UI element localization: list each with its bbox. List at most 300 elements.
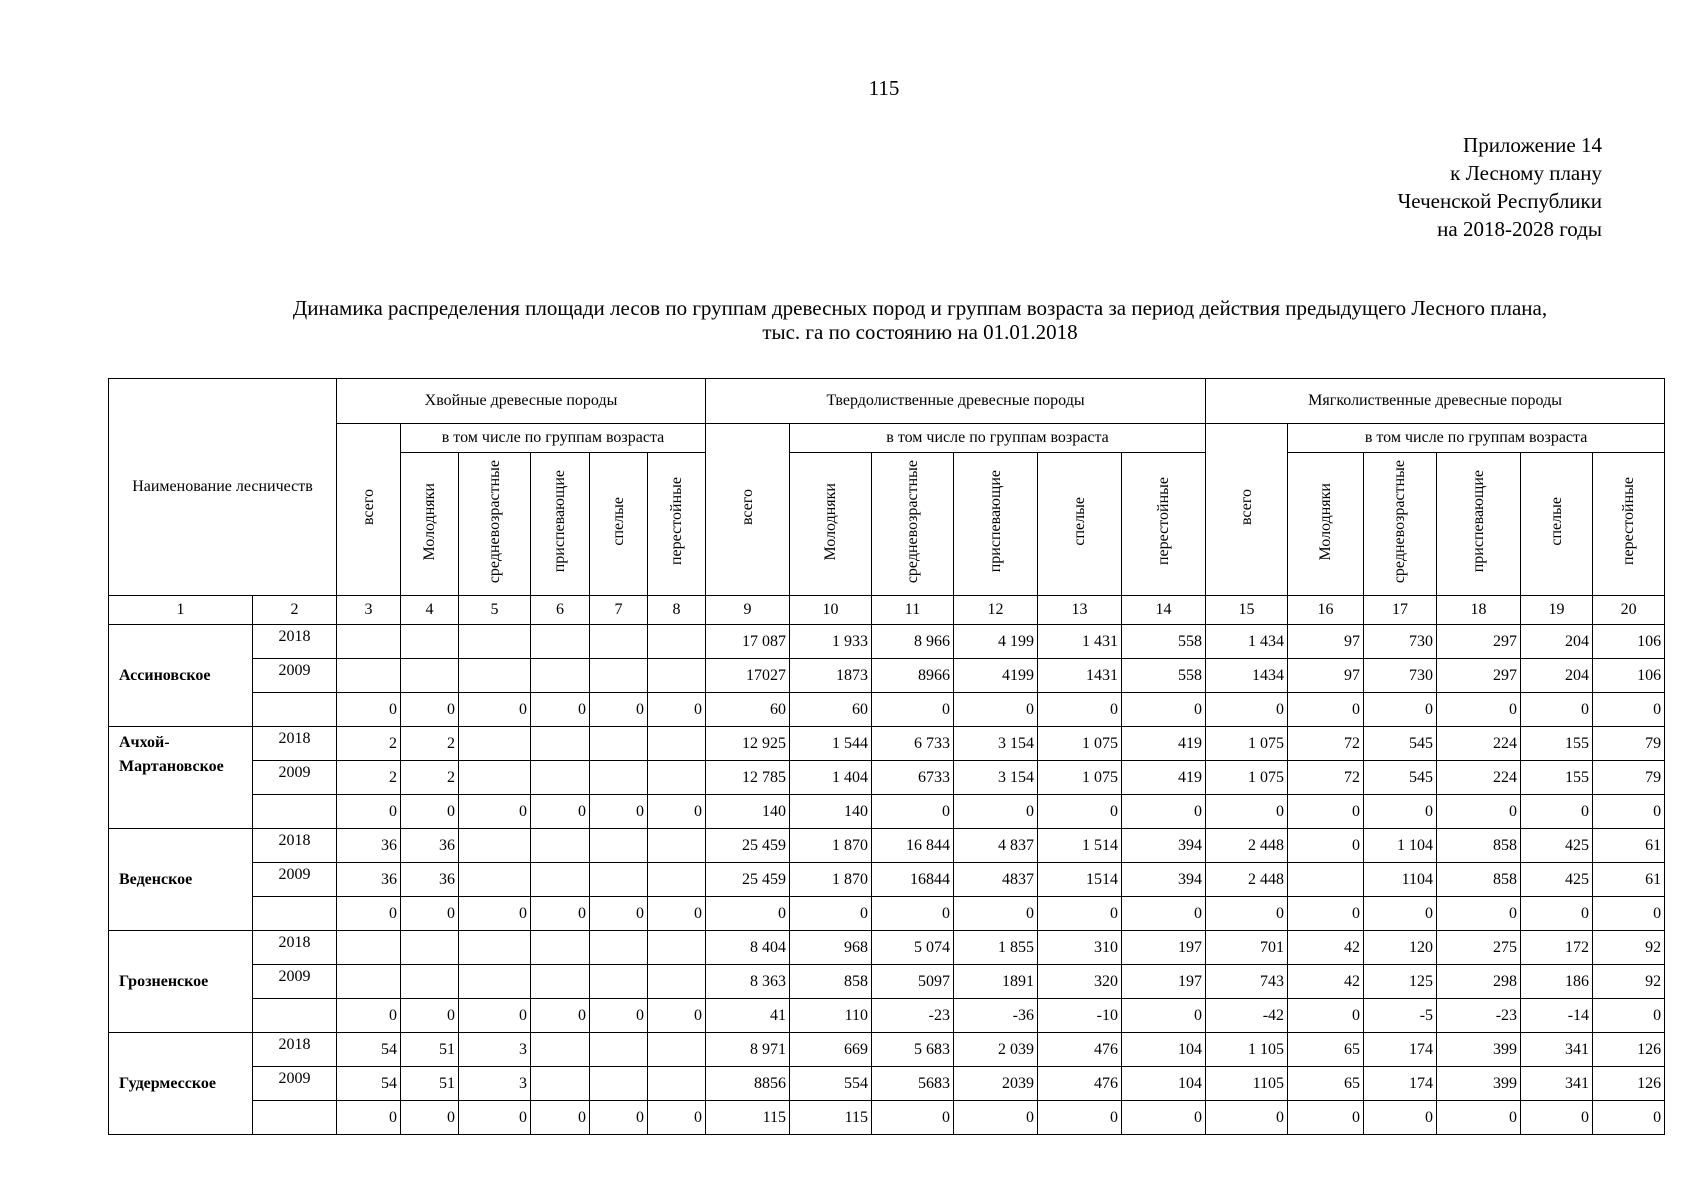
- value-cell: [459, 625, 531, 659]
- value-cell: 1 870: [790, 829, 872, 863]
- value-cell: [531, 761, 590, 795]
- value-cell: 104: [1122, 1067, 1206, 1101]
- value-cell: 0: [1206, 897, 1288, 931]
- age-group-label: перестойные: [1154, 477, 1172, 566]
- value-cell: 92: [1593, 931, 1665, 965]
- table-row: [109, 795, 1665, 829]
- table-row: [109, 1101, 1665, 1135]
- age-group-label: перестойные: [667, 477, 685, 566]
- value-cell: 554: [790, 1067, 872, 1101]
- value-cell: [459, 761, 531, 795]
- value-cell: 0: [1437, 693, 1521, 727]
- value-cell: 0: [1122, 999, 1206, 1033]
- year-cell: 2009: [253, 965, 337, 999]
- value-cell: [1288, 863, 1364, 897]
- value-cell: [459, 659, 531, 693]
- total-header: [706, 424, 790, 596]
- value-cell: 8 971: [706, 1033, 790, 1067]
- value-cell: 0: [531, 999, 590, 1033]
- value-cell: 104: [1122, 1033, 1206, 1067]
- value-cell: 394: [1122, 863, 1206, 897]
- value-cell: 0: [1288, 693, 1364, 727]
- value-cell: 0: [531, 795, 590, 829]
- value-cell: 172: [1521, 931, 1593, 965]
- table-row: [109, 1033, 1665, 1067]
- total-header: [1206, 424, 1288, 596]
- age-group-header: [1593, 453, 1665, 596]
- year-cell: 2009: [253, 1067, 337, 1101]
- age-group-label: средневозрастные: [485, 459, 503, 584]
- value-cell: [459, 863, 531, 897]
- value-cell: 106: [1593, 625, 1665, 659]
- value-cell: 476: [1038, 1033, 1122, 1067]
- age-group-label: спелые: [609, 497, 627, 546]
- value-cell: 743: [1206, 965, 1288, 999]
- value-cell: 0: [954, 795, 1038, 829]
- age-group-label: Молодняки: [1316, 482, 1334, 561]
- value-cell: 36: [401, 829, 459, 863]
- age-group-header: [1288, 453, 1364, 596]
- value-cell: 0: [590, 693, 648, 727]
- value-cell: 1514: [1038, 863, 1122, 897]
- table-row: [109, 829, 1665, 863]
- value-cell: 2: [401, 727, 459, 761]
- year-cell: [253, 693, 337, 727]
- age-group-header: [1038, 453, 1122, 596]
- value-cell: 115: [706, 1101, 790, 1135]
- value-cell: 204: [1521, 659, 1593, 693]
- table-row: [109, 863, 1665, 897]
- age-group-header: [872, 453, 954, 596]
- column-number: 11: [872, 596, 954, 625]
- value-cell: 0: [648, 795, 706, 829]
- value-cell: 125: [1364, 965, 1437, 999]
- value-cell: 8856: [706, 1067, 790, 1101]
- value-cell: 310: [1038, 931, 1122, 965]
- value-cell: 425: [1521, 863, 1593, 897]
- age-group-header: [1437, 453, 1521, 596]
- value-cell: 110: [790, 999, 872, 1033]
- value-cell: [401, 931, 459, 965]
- value-cell: 0: [954, 1101, 1038, 1135]
- value-cell: 0: [954, 693, 1038, 727]
- age-group-header: [459, 453, 531, 596]
- value-cell: 0: [1364, 897, 1437, 931]
- value-cell: 1891: [954, 965, 1038, 999]
- value-cell: 0: [648, 693, 706, 727]
- value-cell: 0: [531, 693, 590, 727]
- value-cell: 1 431: [1038, 625, 1122, 659]
- value-cell: 0: [1364, 795, 1437, 829]
- value-cell: 399: [1437, 1033, 1521, 1067]
- forest-distribution-table: [108, 378, 1665, 1135]
- age-group-label: спелые: [1070, 497, 1088, 546]
- value-cell: 0: [590, 795, 648, 829]
- value-cell: 2039: [954, 1067, 1038, 1101]
- value-cell: 1 404: [790, 761, 872, 795]
- year-cell: 2018: [253, 727, 337, 761]
- column-number: 2: [253, 596, 337, 625]
- value-cell: 0: [1038, 897, 1122, 931]
- year-cell: 2018: [253, 1033, 337, 1067]
- table-row: [109, 659, 1665, 693]
- value-cell: 115: [790, 1101, 872, 1135]
- age-group-header: [1521, 453, 1593, 596]
- table-row: [109, 931, 1665, 965]
- value-cell: [648, 727, 706, 761]
- value-cell: 0: [1364, 1101, 1437, 1135]
- value-cell: 36: [337, 829, 401, 863]
- header-row-groups: [109, 379, 1665, 424]
- title-line: Динамика распределения площади лесов по группам древесных пород и группам возраста за период действия предыдущего Лесного плана,: [292, 296, 1548, 320]
- value-cell: 419: [1122, 727, 1206, 761]
- value-cell: 0: [1206, 795, 1288, 829]
- value-cell: 0: [1521, 795, 1593, 829]
- value-cell: 1434: [1206, 659, 1288, 693]
- appendix-note: [1398, 131, 1602, 243]
- value-cell: 3 154: [954, 761, 1038, 795]
- age-group-header: [648, 453, 706, 596]
- value-cell: 0: [1593, 693, 1665, 727]
- value-cell: 0: [1593, 1101, 1665, 1135]
- value-cell: 51: [401, 1033, 459, 1067]
- value-cell: 4 837: [954, 829, 1038, 863]
- age-group-label: приспевающие: [1469, 470, 1487, 573]
- column-number: 10: [790, 596, 872, 625]
- appendix-line: к Лесному плану: [1450, 161, 1602, 185]
- value-cell: 730: [1364, 625, 1437, 659]
- value-cell: 4199: [954, 659, 1038, 693]
- table-row: [109, 897, 1665, 931]
- value-cell: 298: [1437, 965, 1521, 999]
- table-row: [109, 761, 1665, 795]
- value-cell: 1873: [790, 659, 872, 693]
- value-cell: 0: [1288, 1101, 1364, 1135]
- value-cell: 4837: [954, 863, 1038, 897]
- page-number: 115: [868, 76, 900, 100]
- value-cell: [648, 761, 706, 795]
- value-cell: -14: [1521, 999, 1593, 1033]
- value-cell: [648, 863, 706, 897]
- value-cell: 297: [1437, 625, 1521, 659]
- value-cell: [590, 1067, 648, 1101]
- value-cell: [531, 965, 590, 999]
- value-cell: 186: [1521, 965, 1593, 999]
- value-cell: -5: [1364, 999, 1437, 1033]
- column-number: 15: [1206, 596, 1288, 625]
- value-cell: [401, 965, 459, 999]
- year-cell: [253, 897, 337, 931]
- column-number: 8: [648, 596, 706, 625]
- value-cell: 54: [337, 1033, 401, 1067]
- document-title: [150, 296, 1690, 344]
- column-number: 17: [1364, 596, 1437, 625]
- value-cell: 0: [1288, 897, 1364, 931]
- column-number: 19: [1521, 596, 1593, 625]
- value-cell: -42: [1206, 999, 1288, 1033]
- value-cell: 1 870: [790, 863, 872, 897]
- age-group-label: средневозрастные: [1391, 459, 1409, 584]
- column-number: 13: [1038, 596, 1122, 625]
- column-number: 9: [706, 596, 790, 625]
- value-cell: [648, 965, 706, 999]
- age-group-label: приспевающие: [551, 470, 568, 573]
- value-cell: -10: [1038, 999, 1122, 1033]
- value-cell: 275: [1437, 931, 1521, 965]
- value-cell: 0: [1364, 693, 1437, 727]
- value-cell: 72: [1288, 727, 1364, 761]
- value-cell: [337, 965, 401, 999]
- age-group-header: [1364, 453, 1437, 596]
- value-cell: 16844: [872, 863, 954, 897]
- value-cell: 0: [1038, 693, 1122, 727]
- value-cell: 0: [1437, 1101, 1521, 1135]
- value-cell: 968: [790, 931, 872, 965]
- value-cell: 1 075: [1206, 727, 1288, 761]
- value-cell: 204: [1521, 625, 1593, 659]
- value-cell: 126: [1593, 1033, 1665, 1067]
- column-number: 18: [1437, 596, 1521, 625]
- value-cell: 545: [1364, 727, 1437, 761]
- value-cell: [648, 625, 706, 659]
- value-cell: 1104: [1364, 863, 1437, 897]
- table-row: [109, 693, 1665, 727]
- value-cell: 155: [1521, 761, 1593, 795]
- value-cell: 0: [1122, 795, 1206, 829]
- value-cell: 0: [590, 999, 648, 1033]
- value-cell: 174: [1364, 1033, 1437, 1067]
- value-cell: 1 855: [954, 931, 1038, 965]
- column-number: 12: [954, 596, 1038, 625]
- value-cell: 224: [1437, 761, 1521, 795]
- age-group-header: [790, 453, 872, 596]
- value-cell: 0: [1521, 693, 1593, 727]
- value-cell: 126: [1593, 1067, 1665, 1101]
- value-cell: [459, 965, 531, 999]
- value-cell: [459, 931, 531, 965]
- value-cell: 17 087: [706, 625, 790, 659]
- value-cell: 8966: [872, 659, 954, 693]
- column-number: 7: [590, 596, 648, 625]
- value-cell: 320: [1038, 965, 1122, 999]
- district-name-header: Наименование лесничеств: [109, 379, 337, 596]
- value-cell: [531, 1067, 590, 1101]
- appendix-line: на 2018-2028 годы: [1437, 217, 1602, 241]
- value-cell: [531, 727, 590, 761]
- value-cell: 97: [1288, 659, 1364, 693]
- value-cell: 6733: [872, 761, 954, 795]
- value-cell: 558: [1122, 659, 1206, 693]
- value-cell: 0: [954, 897, 1038, 931]
- district-name: Грозненское: [109, 931, 253, 1033]
- value-cell: 669: [790, 1033, 872, 1067]
- value-cell: [590, 727, 648, 761]
- value-cell: 0: [872, 795, 954, 829]
- value-cell: 42: [1288, 965, 1364, 999]
- value-cell: 8 404: [706, 931, 790, 965]
- value-cell: 0: [459, 897, 531, 931]
- age-group-header: [401, 453, 459, 596]
- year-cell: 2018: [253, 829, 337, 863]
- value-cell: 545: [1364, 761, 1437, 795]
- value-cell: 72: [1288, 761, 1364, 795]
- column-number: 3: [337, 596, 401, 625]
- value-cell: 0: [1288, 795, 1364, 829]
- table-row: [109, 1067, 1665, 1101]
- value-cell: 0: [1593, 795, 1665, 829]
- value-cell: 1 075: [1206, 761, 1288, 795]
- value-cell: 106: [1593, 659, 1665, 693]
- value-cell: [590, 625, 648, 659]
- value-cell: 17027: [706, 659, 790, 693]
- year-cell: [253, 1101, 337, 1135]
- value-cell: 8 363: [706, 965, 790, 999]
- value-cell: 394: [1122, 829, 1206, 863]
- value-cell: 1 933: [790, 625, 872, 659]
- value-cell: 0: [1288, 999, 1364, 1033]
- value-cell: 0: [459, 1101, 531, 1135]
- value-cell: 0: [648, 897, 706, 931]
- age-group-label: Молодняки: [420, 482, 438, 561]
- header-row-sub: [109, 424, 1665, 453]
- value-cell: 1 544: [790, 727, 872, 761]
- value-cell: [648, 931, 706, 965]
- value-cell: 0: [706, 897, 790, 931]
- value-cell: 1105: [1206, 1067, 1288, 1101]
- value-cell: [531, 1033, 590, 1067]
- value-cell: 0: [337, 999, 401, 1033]
- value-cell: 0: [1437, 897, 1521, 931]
- species-group-header: Хвойные древесные породы: [337, 379, 706, 424]
- value-cell: 54: [337, 1067, 401, 1101]
- value-cell: [459, 829, 531, 863]
- table-row: [109, 965, 1665, 999]
- value-cell: 16 844: [872, 829, 954, 863]
- value-cell: 297: [1437, 659, 1521, 693]
- district-name: Ассиновское: [109, 625, 253, 727]
- value-cell: [401, 659, 459, 693]
- value-cell: 2 039: [954, 1033, 1038, 1067]
- value-cell: 0: [1593, 897, 1665, 931]
- year-cell: 2009: [253, 761, 337, 795]
- value-cell: 51: [401, 1067, 459, 1101]
- value-cell: 0: [531, 1101, 590, 1135]
- value-cell: [337, 625, 401, 659]
- value-cell: 0: [872, 897, 954, 931]
- age-group-label: Молодняки: [821, 482, 839, 561]
- species-group-header: Мягколиственные древесные породы: [1206, 379, 1665, 424]
- age-subheader: в том числе по группам возраста: [401, 424, 706, 453]
- value-cell: 0: [1122, 693, 1206, 727]
- value-cell: 61: [1593, 863, 1665, 897]
- value-cell: 197: [1122, 931, 1206, 965]
- value-cell: -36: [954, 999, 1038, 1033]
- value-cell: 858: [790, 965, 872, 999]
- value-cell: 0: [337, 795, 401, 829]
- value-cell: 4 199: [954, 625, 1038, 659]
- value-cell: 1 514: [1038, 829, 1122, 863]
- age-group-label: средневозрастные: [903, 459, 921, 584]
- district-name: Ачхой-Мартановское: [109, 727, 253, 829]
- value-cell: 0: [1122, 897, 1206, 931]
- value-cell: 0: [401, 897, 459, 931]
- value-cell: 79: [1593, 727, 1665, 761]
- value-cell: 0: [337, 1101, 401, 1135]
- value-cell: 0: [401, 999, 459, 1033]
- age-group-header: [590, 453, 648, 596]
- value-cell: 12 785: [706, 761, 790, 795]
- value-cell: 419: [1122, 761, 1206, 795]
- value-cell: 155: [1521, 727, 1593, 761]
- total-header: [337, 424, 401, 596]
- value-cell: 0: [1521, 1101, 1593, 1135]
- column-number-row: [109, 596, 1665, 625]
- total-label: всего: [1237, 488, 1255, 526]
- value-cell: 0: [1593, 999, 1665, 1033]
- appendix-line: Чеченской Республики: [1397, 189, 1602, 213]
- value-cell: [648, 829, 706, 863]
- value-cell: [648, 1033, 706, 1067]
- value-cell: 65: [1288, 1033, 1364, 1067]
- year-cell: [253, 999, 337, 1033]
- value-cell: 0: [531, 897, 590, 931]
- value-cell: 0: [337, 897, 401, 931]
- value-cell: 0: [872, 1101, 954, 1135]
- value-cell: 1 105: [1206, 1033, 1288, 1067]
- value-cell: 0: [1206, 693, 1288, 727]
- value-cell: 1 104: [1364, 829, 1437, 863]
- value-cell: 0: [1521, 897, 1593, 931]
- column-number: 4: [401, 596, 459, 625]
- value-cell: 120: [1364, 931, 1437, 965]
- table-row: [109, 727, 1665, 761]
- value-cell: 3: [459, 1067, 531, 1101]
- value-cell: 140: [706, 795, 790, 829]
- total-label: всего: [738, 488, 756, 526]
- value-cell: 25 459: [706, 863, 790, 897]
- column-number: 5: [459, 596, 531, 625]
- district-name: Веденское: [109, 829, 253, 931]
- value-cell: 1 075: [1038, 761, 1122, 795]
- value-cell: 0: [590, 1101, 648, 1135]
- value-cell: [590, 965, 648, 999]
- district-name: Гудермесское: [109, 1033, 253, 1135]
- value-cell: 0: [1038, 795, 1122, 829]
- value-cell: [648, 1067, 706, 1101]
- value-cell: 0: [337, 693, 401, 727]
- value-cell: 174: [1364, 1067, 1437, 1101]
- value-cell: 0: [459, 693, 531, 727]
- value-cell: [590, 659, 648, 693]
- value-cell: [590, 863, 648, 897]
- value-cell: -23: [1437, 999, 1521, 1033]
- title-line: тыс. га по состоянию на 01.01.2018: [762, 320, 1078, 344]
- value-cell: 224: [1437, 727, 1521, 761]
- value-cell: 92: [1593, 965, 1665, 999]
- appendix-line: Приложение 14: [1463, 133, 1602, 157]
- value-cell: [531, 625, 590, 659]
- value-cell: 60: [706, 693, 790, 727]
- column-number: 20: [1593, 596, 1665, 625]
- value-cell: -23: [872, 999, 954, 1033]
- value-cell: 36: [337, 863, 401, 897]
- age-subheader: в том числе по группам возраста: [1288, 424, 1665, 453]
- value-cell: 0: [401, 693, 459, 727]
- value-cell: 2: [401, 761, 459, 795]
- value-cell: 197: [1122, 965, 1206, 999]
- value-cell: 0: [1288, 829, 1364, 863]
- table-row: [109, 999, 1665, 1033]
